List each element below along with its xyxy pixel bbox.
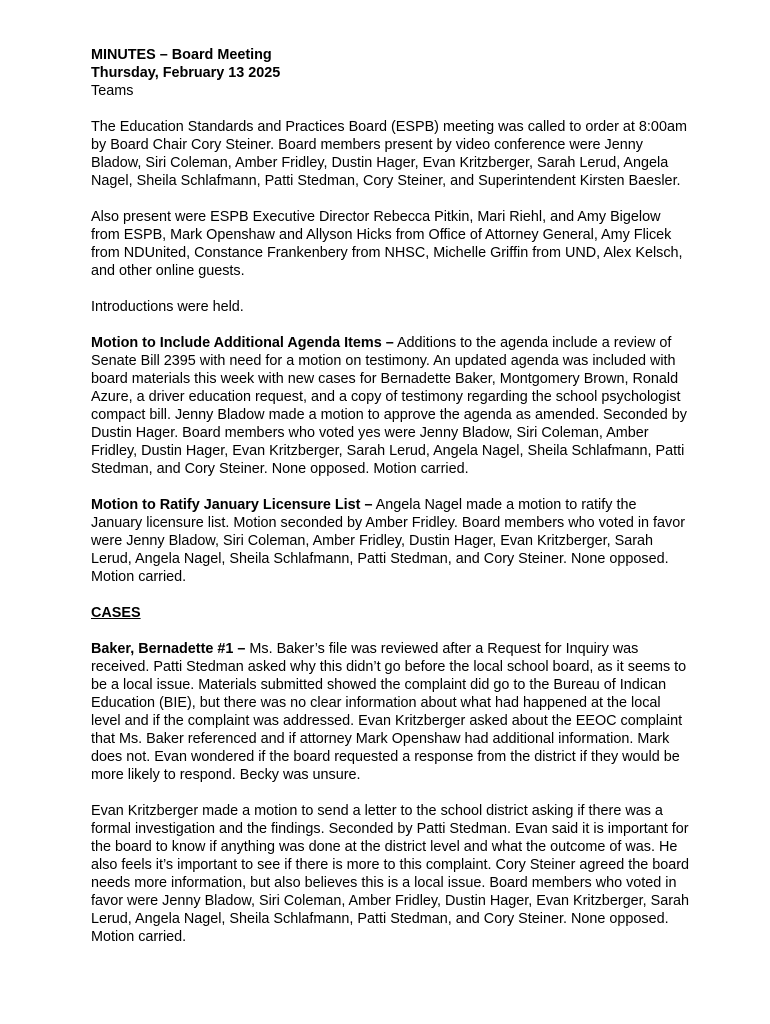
cases-heading: CASES — [91, 605, 141, 621]
also-present-paragraph: Also present were ESPB Executive Director Rebecca Pitkin, Mari Riehl, and Amy Bigelow from ESPB, Mark Openshaw and Allyson Hicks from Office of Attorney General, Amy Flicek from NDUnited, Constance Frankenbery from NHSC, Michelle Griffin from UND, Alex Kelsch, and other online guests. — [91, 209, 683, 279]
document-title: MINUTES – Board Meeting — [91, 47, 272, 63]
baker-case-text: Ms. Baker’s file was reviewed after a Request for Inquiry was received. Patti Stedman asked why this didn’t go before the local school board, as it seems to be a local issue. Materials submitted showed the complaint did go to the Bureau of Indican Education (BIE), but there was no clear information about what had happened at the local level and if the complaint was addressed. Evan Kritzberger asked about the EEOC complaint that Ms. Baker referenced and if attorney Mark Openshaw had additional information. Mark does not. Evan wondered if the board requested a response from the district if they would be more likely to respond. Becky was unsure. — [91, 641, 687, 783]
baker-case-paragraph — [91, 640, 691, 784]
licensure-motion-paragraph — [91, 496, 691, 586]
minutes-page — [91, 46, 691, 964]
introductions-paragraph: Introductions were held. — [91, 299, 244, 315]
baker-case-heading: Baker, Bernadette #1 – — [91, 641, 246, 657]
licensure-motion-text: Angela Nagel made a motion to ratify the January licensure list. Motion seconded by Amber Fridley. Board members who voted in favor were Jenny Bladow, Siri Coleman, Amber Fridley, Dustin Hager, Evan Kritzberger, Sarah Lerud, Angela Nagel, Sheila Schlafmann, Patti Stedman, and Cory Steiner. None opposed. Motion carried. — [91, 497, 686, 585]
call-to-order-paragraph: The Education Standards and Practices Board (ESPB) meeting was called to order at 8:00am by Board Chair Cory Steiner. Board members present by video conference were Jenny Bladow, Siri Coleman, Amber Fridley, Dustin Hager, Evan Kritzberger, Sarah Lerud, Angela Nagel, Sheila Schlafmann, Patti Stedman, Cory Steiner, and Superintendent Kirsten Baesler. — [91, 119, 687, 189]
baker-motion-paragraph: Evan Kritzberger made a motion to send a letter to the school district asking if there was a formal investigation and the findings. Seconded by Patti Stedman. Evan said it is important for the board to know if anything was done at the district level and what the outcome of was. He also feels it’s important to see if there is more to this complaint. Cory Steiner agreed the board needs more information, but also believes this is a local issue. Board members who voted in favor were Jenny Bladow, Siri Coleman, Amber Fridley, Dustin Hager, Evan Kritzberger, Sarah Lerud, Angela Nagel, Sheila Schlafmann, Patti Stedman, and Cory Steiner. None opposed. Motion carried. — [91, 803, 690, 945]
agenda-motion-text: Additions to the agenda include a review of Senate Bill 2395 with need for a motion on testimony. An updated agenda was included with board materials this week with new cases for Bernadette Baker, Montgomery Brown, Ronald Azure, a driver education request, and a copy of testimony regarding the school psychologist compact bill. Jenny Bladow made a motion to approve the agenda as amended. Seconded by Dustin Hager. Board members who voted yes were Jenny Bladow, Siri Coleman, Amber Fridley, Dustin Hager, Evan Kritzberger, Sarah Lerud, Angela Nagel, Sheila Schlafmann, Patti Stedman, and Cory Steiner. None opposed. Motion carried. — [91, 335, 687, 477]
meeting-date: Thursday, February 13 2025 — [91, 65, 281, 81]
agenda-motion-paragraph — [91, 334, 691, 478]
meeting-location: Teams — [91, 83, 134, 99]
agenda-motion-heading: Motion to Include Additional Agenda Items – — [91, 335, 394, 351]
licensure-motion-heading: Motion to Ratify January Licensure List – — [91, 497, 373, 513]
document-header — [91, 46, 691, 100]
